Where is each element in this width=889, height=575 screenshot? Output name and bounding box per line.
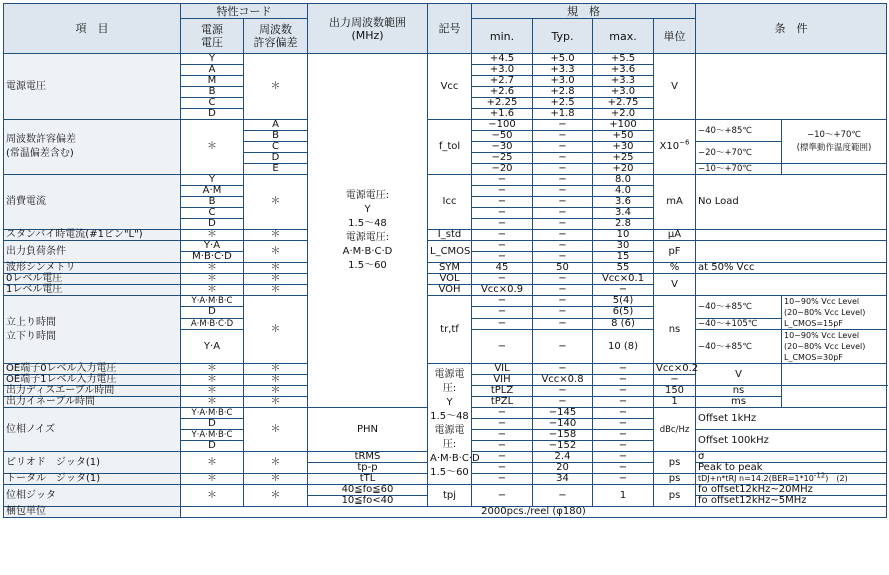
phn-min: − xyxy=(472,430,533,441)
ftol-max: +100 xyxy=(593,120,654,131)
icc-code: C xyxy=(181,208,244,219)
load-min: − xyxy=(472,241,533,252)
vcc-typ: +2.8 xyxy=(533,87,593,98)
jit-p-cond-1: σ xyxy=(696,452,887,463)
icc-min: − xyxy=(472,208,533,219)
icc-code: A·M xyxy=(181,186,244,197)
jit-p-symbol-1: tRMS xyxy=(308,452,428,463)
load-max: 15 xyxy=(593,252,654,263)
sym-cond: at 50% Vcc xyxy=(696,263,887,274)
ftol-typ: − xyxy=(533,164,593,175)
trtf-typ: − xyxy=(533,307,593,318)
header-max: max. xyxy=(593,19,654,54)
trtf-min: − xyxy=(472,296,533,307)
trtf-max: 5(4) xyxy=(593,296,654,307)
sym-symbol: SYM xyxy=(428,263,472,274)
vcc-min: +1.6 xyxy=(472,109,533,120)
istd-tol: ＊ xyxy=(244,230,308,241)
trtf-typ: − xyxy=(533,296,593,307)
icc-unit: mA xyxy=(654,175,696,230)
icc-max: 3.4 xyxy=(593,208,654,219)
ftol-max: +30 xyxy=(593,142,654,153)
jit-t-max: − xyxy=(593,474,654,485)
header-typ: Typ. xyxy=(533,19,593,54)
vcc-code: M xyxy=(181,76,244,87)
vcc-tol: ＊ xyxy=(244,54,308,120)
trtf-temp-1: −40～+85℃ xyxy=(696,296,782,319)
sym-max: 55 xyxy=(593,263,654,274)
istd-symbol: I_std xyxy=(428,230,472,241)
vcc-max: +2.75 xyxy=(593,98,654,109)
header-conditions: 条 件 xyxy=(696,4,887,54)
tplz-max: 150 xyxy=(654,386,696,397)
jit-ph-cond-2: fo offset12kHz~5MHz xyxy=(696,496,887,507)
load-min: − xyxy=(472,252,533,263)
phn-code: Y·A·M·B·C xyxy=(181,430,244,441)
jit-p-min: − xyxy=(472,463,533,474)
vcc-max: +3.6 xyxy=(593,65,654,76)
voh-symbol: VOH xyxy=(428,285,472,296)
oe0-name: OE端子0レベル入力電圧 xyxy=(4,364,181,375)
tplz-tol: ＊ xyxy=(244,386,308,397)
jit-p-name: ピリオド ジッタ(1) xyxy=(4,452,181,474)
ftol-min: −25 xyxy=(472,153,533,164)
vcc-min: +3.0 xyxy=(472,65,533,76)
tpzl-unit: ms xyxy=(696,397,782,408)
ftol-max: +25 xyxy=(593,153,654,164)
load-max: 30 xyxy=(593,241,654,252)
jit-t-name: トータル ジッタ(1) xyxy=(4,474,181,485)
ftol-typ: − xyxy=(533,120,593,131)
oe1-name: OE端子1レベル入力電圧 xyxy=(4,375,181,386)
phn-typ: −145 xyxy=(533,408,593,419)
oe1-symbol: VIH xyxy=(472,375,533,386)
phn-tol: ＊ xyxy=(244,408,308,452)
icc-min: − xyxy=(472,219,533,230)
trtf-typ: − xyxy=(533,318,593,329)
tpzl-tol: ＊ xyxy=(244,397,308,408)
jit-p-symbol-2: tp-p xyxy=(308,463,428,474)
ftol-max: +20 xyxy=(593,164,654,175)
voh-min: Vcc×0.9 xyxy=(472,285,533,296)
phn-typ: −158 xyxy=(533,430,593,441)
jit-ph-code: ＊ xyxy=(181,485,244,507)
ftol-tol: A xyxy=(244,120,308,131)
vcc-code: A xyxy=(181,65,244,76)
icc-typ: − xyxy=(533,186,593,197)
phn-code: Y·A·M·B·C xyxy=(181,408,244,419)
load-tol: ＊ xyxy=(244,241,308,263)
jit-p-tol: ＊ xyxy=(244,452,308,474)
vcc-typ: +2.5 xyxy=(533,98,593,109)
ftol-tol: E xyxy=(244,164,308,175)
oe1-tol: ＊ xyxy=(244,375,308,386)
vol-name: 0レベル電圧 xyxy=(4,274,181,285)
vcc-symbol: Vcc xyxy=(428,54,472,120)
phn-cond-2: Offset 100kHz xyxy=(696,430,887,452)
tplz-name: 出力ディスエーブル時間 xyxy=(4,386,181,397)
ftol-tol: C xyxy=(244,142,308,153)
icc-name: 消費電流 xyxy=(4,175,181,230)
vcc-min: +4.5 xyxy=(472,54,533,65)
load-symbol: L_CMOS xyxy=(428,241,472,263)
tpzl-min: − xyxy=(533,397,593,408)
vol-code: ＊ xyxy=(181,274,244,285)
sym-tol: ＊ xyxy=(244,263,308,274)
pack-name: 梱包単位 xyxy=(4,507,181,518)
jit-ph-freq-1: 40≦fo≦60 xyxy=(308,485,428,496)
vcc-code: B xyxy=(181,87,244,98)
phn-typ: −152 xyxy=(533,441,593,452)
icc-max: 3.6 xyxy=(593,197,654,208)
jit-p-max: − xyxy=(593,463,654,474)
voh-tol: ＊ xyxy=(244,285,308,296)
header-power-voltage: 電源 電圧 xyxy=(181,19,244,54)
header-char-code: 特性コード xyxy=(181,4,308,19)
trtf-min: − xyxy=(472,318,533,329)
vout-cond xyxy=(696,274,887,296)
jit-ph-cond-1: fo offset12kHz~20MHz xyxy=(696,485,887,496)
header-output-freq: 出力周波数範囲 (MHz) xyxy=(308,4,428,54)
phn-code: D xyxy=(181,419,244,430)
vol-typ: − xyxy=(533,274,593,285)
istd-min: − xyxy=(472,230,533,241)
istd-code: ＊ xyxy=(181,230,244,241)
tpzl-typ: − xyxy=(593,397,654,408)
jit-p-cond-2: Peak to peak xyxy=(696,463,887,474)
freq-range-block-2: 電源電圧: Y 1.5～48 電源電圧: A·M·B·C·D 1.5～60 xyxy=(428,364,472,485)
ftol-tol: D xyxy=(244,153,308,164)
icc-typ: − xyxy=(533,197,593,208)
trtf-code: Y·A·M·B·C xyxy=(181,296,244,307)
oe1-max: − xyxy=(654,375,696,386)
trtf-min: − xyxy=(472,330,533,364)
header-item: 項 目 xyxy=(4,4,181,54)
trtf-max: 10 (8) xyxy=(593,330,654,364)
oe1-code: ＊ xyxy=(181,375,244,386)
jit-ph-name: 位相ジッタ xyxy=(4,485,181,507)
pack-value: 2000pcs./reel (φ180) xyxy=(181,507,887,518)
ftol-symbol: f_tol xyxy=(428,120,472,175)
tplz-symbol: tPLZ xyxy=(472,386,533,397)
istd-cond xyxy=(696,230,887,241)
phn-unit: dBc/Hz xyxy=(654,408,696,452)
jit-ph-freq-2: 10≦fo<40 xyxy=(308,496,428,507)
vol-min: − xyxy=(472,274,533,285)
voh-code: ＊ xyxy=(181,285,244,296)
jit-t-min: − xyxy=(472,474,533,485)
tp-cond xyxy=(782,386,887,408)
load-typ: − xyxy=(533,241,593,252)
phn-cond-1: Offset 1kHz xyxy=(696,408,887,430)
spec-table xyxy=(3,3,887,518)
icc-code: D xyxy=(181,219,244,230)
sym-min: 45 xyxy=(472,263,533,274)
vcc-max: +2.0 xyxy=(593,109,654,120)
load-code: M·B·C·D xyxy=(181,252,244,263)
trtf-name: 立上り時間 立下り時間 xyxy=(4,296,181,364)
icc-max: 2.8 xyxy=(593,219,654,230)
jit-ph-tol: ＊ xyxy=(244,485,308,507)
sym-typ: 50 xyxy=(533,263,593,274)
ftol-cond-empty xyxy=(782,164,887,175)
load-cond xyxy=(696,241,887,263)
vout-unit: V xyxy=(654,274,696,296)
vcc-typ: +1.8 xyxy=(533,109,593,120)
load-code: Y·A xyxy=(181,241,244,252)
ftol-typ: − xyxy=(533,153,593,164)
sym-name: 波形シンメトリ xyxy=(4,263,181,274)
istd-name: スタンバイ時電流(#1ピン"L") xyxy=(4,230,181,241)
freq-range-block-1: 電源電圧: Y 1.5～48 電源電圧: A·M·B·C·D 1.5～60 xyxy=(308,54,428,408)
voh-typ: − xyxy=(533,285,593,296)
oe0-symbol: VIL xyxy=(472,364,533,375)
header-spec: 規 格 xyxy=(472,4,696,19)
voh-name: 1レベル電圧 xyxy=(4,285,181,296)
vcc-typ: +5.0 xyxy=(533,54,593,65)
icc-min: − xyxy=(472,175,533,186)
ftol-min: −20 xyxy=(472,164,533,175)
jit-t-symbol: tTL xyxy=(308,474,428,485)
tplz-unit: ns xyxy=(696,386,782,397)
jit-t-unit: ps xyxy=(654,474,696,485)
icc-typ: − xyxy=(533,175,593,186)
oe-cond xyxy=(782,364,887,386)
icc-typ: − xyxy=(533,208,593,219)
tpzl-name: 出力イネーブル時間 xyxy=(4,397,181,408)
tpzl-max: 1 xyxy=(654,397,696,408)
load-name: 出力負荷条件 xyxy=(4,241,181,263)
phn-typ: −140 xyxy=(533,419,593,430)
jit-t-code: ＊ xyxy=(181,474,244,485)
jit-p-code: ＊ xyxy=(181,452,244,474)
icc-min: − xyxy=(472,186,533,197)
trtf-typ: − xyxy=(533,330,593,364)
header-symbol: 記号 xyxy=(428,4,472,54)
sym-code: ＊ xyxy=(181,263,244,274)
icc-code: B xyxy=(181,197,244,208)
icc-min: − xyxy=(472,197,533,208)
istd-max: 10 xyxy=(593,230,654,241)
vcc-max: +3.0 xyxy=(593,87,654,98)
ftol-max: +50 xyxy=(593,131,654,142)
ftol-min: −30 xyxy=(472,142,533,153)
oe1-min: Vcc×0.8 xyxy=(533,375,593,386)
phn-name: 位相ノイズ xyxy=(4,408,181,452)
vcc-min: +2.6 xyxy=(472,87,533,98)
jit-t-tol: ＊ xyxy=(244,474,308,485)
oe1-typ: − xyxy=(593,375,654,386)
oe0-code: ＊ xyxy=(181,364,244,375)
tpzl-code: ＊ xyxy=(181,397,244,408)
phn-code: D xyxy=(181,441,244,452)
oe-unit: V xyxy=(696,364,782,386)
istd-unit: μA xyxy=(654,230,696,241)
sym-unit: % xyxy=(654,263,696,274)
icc-typ: − xyxy=(533,219,593,230)
phn-max: − xyxy=(593,408,654,419)
jit-p-unit: ps xyxy=(654,452,696,474)
oe0-tol: ＊ xyxy=(244,364,308,375)
jit-ph-symbol: tpj xyxy=(428,485,472,507)
vcc-cond xyxy=(696,54,887,120)
vcc-code: Y xyxy=(181,54,244,65)
tplz-typ: − xyxy=(593,386,654,397)
vcc-code: C xyxy=(181,98,244,109)
header-unit: 単位 xyxy=(654,19,696,54)
jit-p-typ: 2.4 xyxy=(533,452,593,463)
trtf-temp-2: −40～+105℃ xyxy=(696,318,782,329)
icc-max: 4.0 xyxy=(593,186,654,197)
jit-ph-unit: ps xyxy=(654,485,696,507)
ftol-name: 周波数許容偏差 (常温偏差含む) xyxy=(4,120,181,175)
trtf-level-2: 10~90% Vcc Level (20~80% Vcc Level) L_CMOS=30pF xyxy=(782,330,887,364)
jit-p-max: − xyxy=(593,452,654,463)
trtf-unit: ns xyxy=(654,296,696,364)
phn-max: − xyxy=(593,419,654,430)
ftol-code: ＊ xyxy=(181,120,244,175)
vol-tol: ＊ xyxy=(244,274,308,285)
header-freq-tolerance: 周波数 許容偏差 xyxy=(244,19,308,54)
phn-max: − xyxy=(593,441,654,452)
vol-max: Vcc×0.1 xyxy=(593,274,654,285)
jit-ph-min: − xyxy=(472,485,533,507)
icc-tol: ＊ xyxy=(244,175,308,230)
jit-p-min: − xyxy=(472,452,533,463)
oe0-max: Vcc×0.2 xyxy=(654,364,696,375)
ftol-cond-std: −10～+70℃ (標準動作温度範囲) xyxy=(782,120,887,164)
vcc-code: D xyxy=(181,109,244,120)
istd-typ: − xyxy=(533,230,593,241)
trtf-tol: ＊ xyxy=(244,296,308,364)
trtf-level-1: 10~90% Vcc Level (20~80% Vcc Level) L_CMOS=15pF xyxy=(782,296,887,330)
vcc-min: +2.7 xyxy=(472,76,533,87)
vcc-unit: V xyxy=(654,54,696,120)
icc-symbol: Icc xyxy=(428,175,472,230)
trtf-temp-3: −40～+85℃ xyxy=(696,330,782,364)
trtf-symbol: tr,tf xyxy=(428,296,472,364)
phn-symbol: PHN xyxy=(308,408,428,452)
vol-symbol: VOL xyxy=(428,274,472,285)
icc-code: Y xyxy=(181,175,244,186)
voh-max: − xyxy=(593,285,654,296)
vcc-max: +5.5 xyxy=(593,54,654,65)
trtf-min: − xyxy=(472,307,533,318)
phn-min: − xyxy=(472,419,533,430)
tpzl-symbol: tPZL xyxy=(472,397,533,408)
jit-t-typ: 34 xyxy=(533,474,593,485)
vcc-typ: +3.0 xyxy=(533,76,593,87)
tplz-code: ＊ xyxy=(181,386,244,397)
ftol-cond-b: −20～+70℃ xyxy=(696,142,782,164)
trtf-code: A·M·B·C·D xyxy=(181,318,244,329)
ftol-unit: $X10^{-6}$ xyxy=(654,120,696,175)
icc-max: 8.0 xyxy=(593,175,654,186)
vcc-min: +2.25 xyxy=(472,98,533,109)
ftol-tol: B xyxy=(244,131,308,142)
load-unit: pF xyxy=(654,241,696,263)
load-typ: − xyxy=(533,252,593,263)
jit-ph-max: 1 xyxy=(593,485,654,507)
jit-t-cond: tDJ+n*tRJ $n=14.2(BER=1*10^{-12})$ (2) xyxy=(696,474,887,485)
jit-p-typ: 20 xyxy=(533,463,593,474)
header-min: min. xyxy=(472,19,533,54)
trtf-code: Y·A xyxy=(181,330,244,364)
ftol-typ: − xyxy=(533,142,593,153)
ftol-min: −50 xyxy=(472,131,533,142)
ftol-min: −100 xyxy=(472,120,533,131)
icc-cond: No Load xyxy=(696,175,887,230)
phn-min: − xyxy=(472,441,533,452)
tplz-min: − xyxy=(533,386,593,397)
oe0-min: − xyxy=(533,364,593,375)
vcc-max: +3.3 xyxy=(593,76,654,87)
trtf-max: 6(5) xyxy=(593,307,654,318)
trtf-code: D xyxy=(181,307,244,318)
phn-max: − xyxy=(593,430,654,441)
oe0-typ: − xyxy=(593,364,654,375)
vcc-name: 電源電圧 xyxy=(4,54,181,120)
jit-ph-typ: − xyxy=(533,485,593,507)
ftol-typ: − xyxy=(533,131,593,142)
phn-min: − xyxy=(472,408,533,419)
vcc-typ: +3.3 xyxy=(533,65,593,76)
trtf-max: 8 (6) xyxy=(593,318,654,329)
ftol-cond-a: −40～+85℃ xyxy=(696,120,782,142)
ftol-cond-c: −10～+70℃ xyxy=(696,164,782,175)
